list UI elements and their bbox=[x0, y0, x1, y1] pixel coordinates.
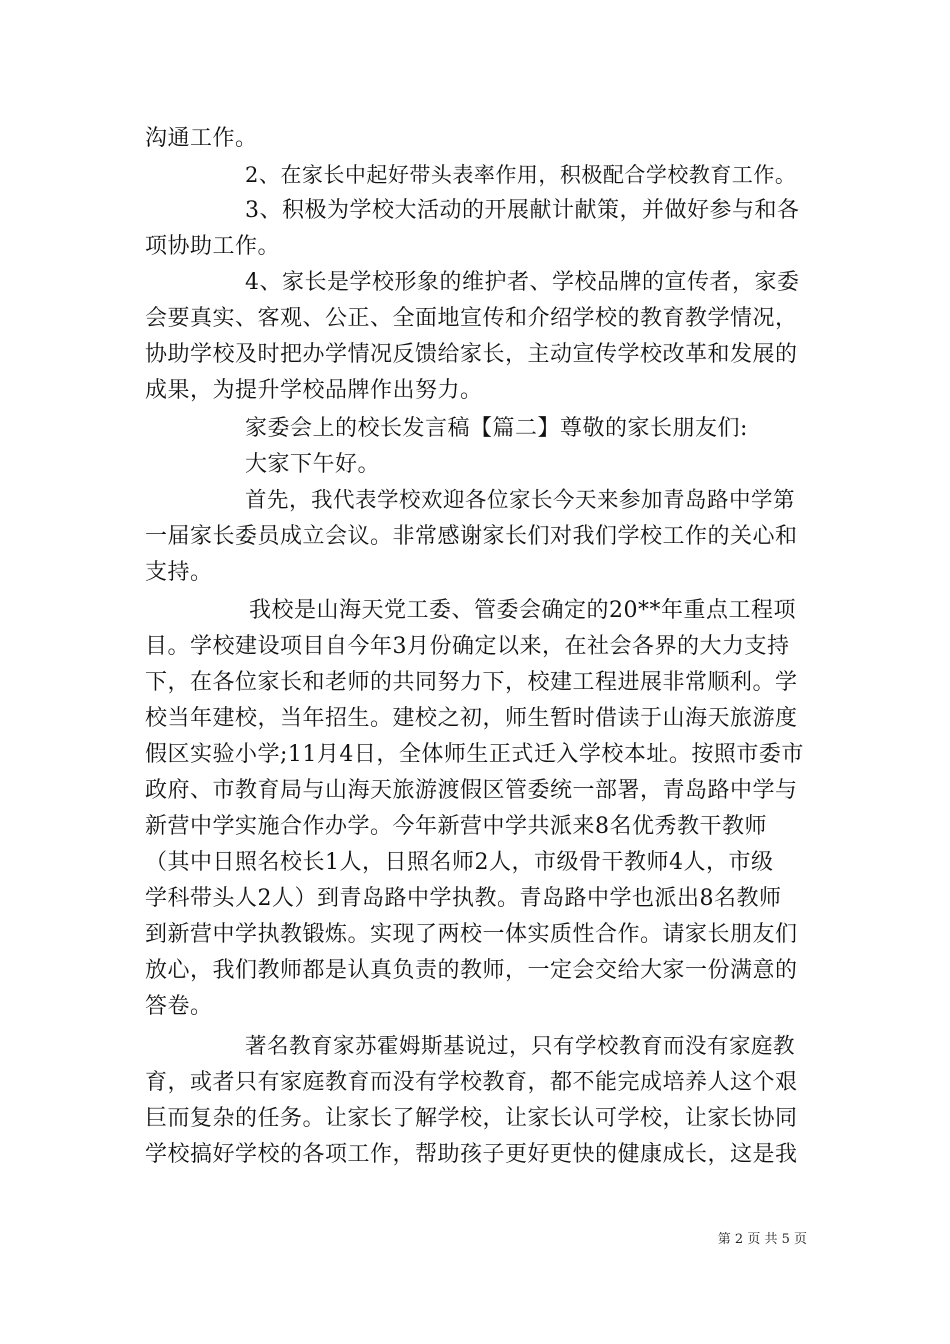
text-line: 我校是山海天党工委、管委会确定的20**年重点工程项 bbox=[249, 598, 796, 623]
page-number-footer: 第 2 页 共 5 页 bbox=[717, 1232, 807, 1247]
text-line: 目。学校建设项目自今年3月份确定以来，在社会各界的大力支持 bbox=[145, 634, 790, 659]
text-line: 放心，我们教师都是认真负责的教师，一定会交给大家一份满意的 bbox=[145, 958, 798, 983]
text-line: 假区实验小学;11月4日，全体师生正式迁入学校本址。按照市委市 bbox=[145, 742, 804, 767]
text-line: 下，在各位家长和老师的共同努力下，校建工程进展非常顺利。学 bbox=[145, 670, 798, 695]
text-line: 政府、市教育局与山海天旅游渡假区管委统一部署，青岛路中学与 bbox=[145, 778, 798, 803]
text-line: 3、积极为学校大活动的开展献计献策，并做好参与和各 bbox=[245, 198, 800, 223]
text-line: 支持。 bbox=[145, 560, 213, 585]
text-line: 育，或者只有家庭教育而没有学校教育，都不能完成培养人这个艰 bbox=[145, 1070, 798, 1095]
greeting-line: 大家下午好。 bbox=[245, 452, 381, 477]
text-line: 协助学校及时把办学情况反馈给家长，主动宣传学校改革和发展的 bbox=[145, 342, 798, 367]
text-line: 学校搞好学校的各项工作，帮助孩子更好更快的健康成长，这是我 bbox=[145, 1142, 798, 1167]
text-line: 著名教育家苏霍姆斯基说过，只有学校教育而没有家庭教 bbox=[245, 1034, 796, 1059]
text-line: 项协助工作。 bbox=[145, 234, 281, 259]
text-line: 会要真实、客观、公正、全面地宣传和介绍学校的教育教学情况， bbox=[145, 306, 798, 331]
text-line: 沟通工作。 bbox=[145, 126, 258, 151]
text-line: （其中日照名校长1人，日照名师2人，市级骨干教师4人，市级 bbox=[145, 850, 774, 875]
text-line: 学科带头人2人）到青岛路中学执教。青岛路中学也派出8名教师 bbox=[145, 886, 782, 911]
text-line: 首先，我代表学校欢迎各位家长今天来参加青岛路中学第 bbox=[245, 488, 796, 513]
text-line: 2、在家长中起好带头表率作用，积极配合学校教育工作。 bbox=[245, 163, 797, 187]
text-line: 到新营中学执教锻炼。实现了两校一体实质性合作。请家长朋友们 bbox=[145, 922, 798, 947]
text-line: 4、家长是学校形象的维护者、学校品牌的宣传者，家委 bbox=[245, 270, 800, 295]
text-line: 巨而复杂的任务。让家长了解学校，让家长认可学校，让家长协同 bbox=[145, 1106, 798, 1131]
text-line: 成果，为提升学校品牌作出努力。 bbox=[145, 378, 483, 403]
text-line: 新营中学实施合作办学。今年新营中学共派来8名优秀教干教师 bbox=[145, 814, 767, 839]
text-line: 答卷。 bbox=[145, 994, 213, 1019]
text-line: 一届家长委员成立会议。非常感谢家长们对我们学校工作的关心和 bbox=[145, 524, 798, 549]
section-heading: 家委会上的校长发言稿【篇二】尊敬的家长朋友们: bbox=[245, 416, 748, 441]
text-line: 校当年建校，当年招生。建校之初，师生暂时借读于山海天旅游度 bbox=[145, 706, 798, 731]
